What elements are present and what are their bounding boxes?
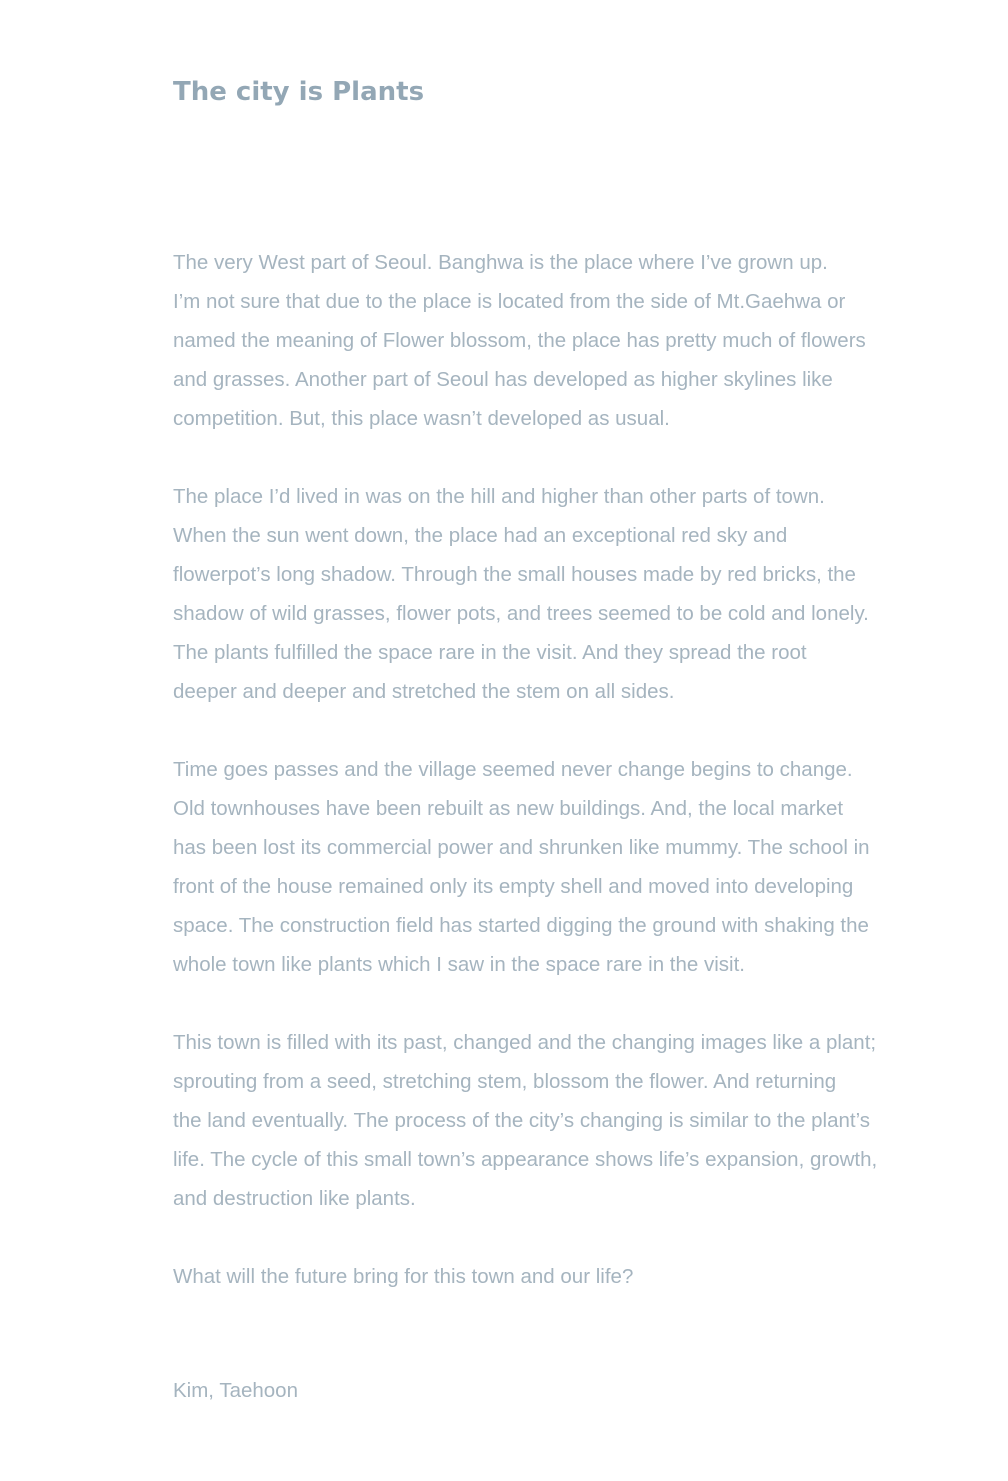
paragraph-line: whole town like plants which I saw in the space rare in the visit. bbox=[173, 953, 745, 976]
paragraph-line: deeper and deeper and stretched the stem on all sides. bbox=[173, 680, 675, 703]
paragraph-2 bbox=[173, 477, 943, 711]
author-signature: Kim, Taehoon bbox=[173, 1379, 298, 1402]
paragraph-line: and grasses. Another part of Seoul has developed as higher skylines like bbox=[173, 368, 833, 391]
paragraph-line: the land eventually. The process of the city’s changing is similar to the plant’s bbox=[173, 1109, 871, 1132]
paragraph-line: Time goes passes and the village seemed never change begins to change. bbox=[173, 758, 853, 781]
paragraph-line: The plants fulfilled the space rare in the visit. And they spread the root bbox=[173, 641, 807, 664]
paragraph-line: When the sun went down, the place had an exceptional red sky and bbox=[173, 524, 788, 547]
paragraph-line: The very West part of Seoul. Banghwa is the place where I’ve grown up. bbox=[173, 251, 828, 274]
paragraph-line: named the meaning of Flower blossom, the place has pretty much of flowers bbox=[173, 329, 866, 352]
article-body bbox=[173, 243, 943, 1335]
paragraph-line: and destruction like plants. bbox=[173, 1187, 416, 1210]
paragraph-1 bbox=[173, 243, 943, 438]
paragraph-line: shadow of wild grasses, flower pots, and trees seemed to be cold and lonely. bbox=[173, 602, 869, 625]
paragraph-line: This town is filled with its past, changed and the changing images like a plant; bbox=[173, 1031, 877, 1054]
paragraph-line: What will the future bring for this town and our life? bbox=[173, 1265, 634, 1288]
paragraph-line: life. The cycle of this small town’s appearance shows life’s expansion, growth, bbox=[173, 1148, 878, 1171]
paragraph-line: competition. But, this place wasn’t developed as usual. bbox=[173, 407, 670, 430]
paragraph-line: Old townhouses have been rebuilt as new buildings. And, the local market bbox=[173, 797, 844, 820]
paragraph-3 bbox=[173, 750, 943, 984]
paragraph-5 bbox=[173, 1257, 943, 1296]
page-title: The city is Plants bbox=[173, 77, 425, 107]
paragraph-line: space. The construction field has started digging the ground with shaking the bbox=[173, 914, 869, 937]
paragraph-line: sprouting from a seed, stretching stem, blossom the flower. And returning bbox=[173, 1070, 837, 1093]
paragraph-line: front of the house remained only its empty shell and moved into developing bbox=[173, 875, 854, 898]
paragraph-line: flowerpot’s long shadow. Through the small houses made by red bricks, the bbox=[173, 563, 856, 586]
paragraph-line: The place I’d lived in was on the hill and higher than other parts of town. bbox=[173, 485, 825, 508]
paragraph-4 bbox=[173, 1023, 943, 1218]
paragraph-line: I’m not sure that due to the place is located from the side of Mt.Gaehwa or bbox=[173, 290, 846, 313]
paragraph-line: has been lost its commercial power and shrunken like mummy. The school in bbox=[173, 836, 870, 859]
